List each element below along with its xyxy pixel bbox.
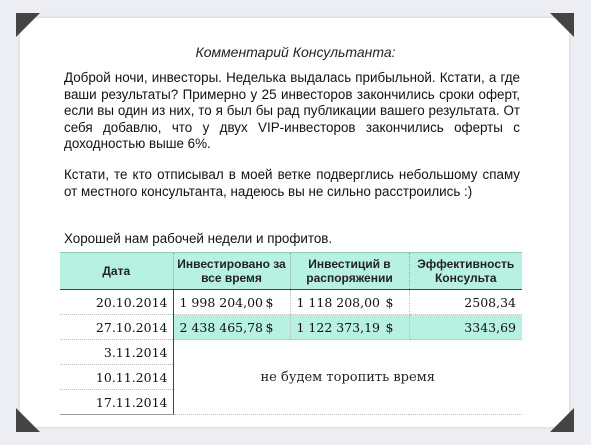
paragraph-3: Хорошей нам рабочей недели и профитов. [64, 231, 333, 246]
corner-br-icon [550, 408, 574, 432]
header-date: Дата [60, 253, 173, 290]
header-efficiency: Эффективность Консульта [409, 253, 522, 290]
table-header-row [60, 253, 522, 290]
comment-title: Комментарий Консультанта: [195, 44, 396, 60]
row-available [290, 315, 409, 340]
invested-currency: $ [265, 319, 274, 335]
row-available [290, 290, 409, 315]
row-date: 3.11.2014 [60, 340, 173, 365]
table-row [60, 315, 522, 340]
invested-currency: $ [265, 294, 274, 310]
header-available: Инвестиций в распоряжении [290, 253, 409, 290]
row-date: 20.10.2014 [60, 290, 173, 315]
available-amount: 1 122 373,19 [296, 319, 380, 335]
row-invested [173, 315, 290, 340]
row-date: 10.11.2014 [60, 365, 173, 390]
row-date: 27.10.2014 [60, 315, 173, 340]
available-currency: $ [385, 319, 394, 335]
paragraph-1: Доброй ночи, инвесторы. Неделька выдалась прибыльной. Кстати, а где ваши результаты? Примерно у 25 инвесторов закончились сроки оферт, если вы один из них, то я был бы рад публикации вашего результата. От себя добавлю, что у двух VIP-инвесторов закончились оферты с доходностью выше 6%. [64, 70, 520, 152]
corner-bl-icon [16, 408, 40, 432]
row-efficiency: 3343,69 [409, 315, 522, 340]
table-row [60, 340, 522, 365]
future-note: не будем торопить время [173, 340, 522, 415]
invested-amount: 2 438 465,78 [179, 319, 263, 335]
corner-tr-icon [550, 13, 574, 37]
available-amount: 1 118 208,00 [296, 294, 380, 310]
paragraph-2: Кстати, те кто отписывал в моей ветке подверглись небольшому спаму от местного консультанта, надеюсь вы не сильно расстроились :) [64, 167, 520, 199]
available-currency: $ [385, 294, 394, 310]
row-date: 17.11.2014 [60, 390, 173, 415]
header-invested: Инвестировано за все время [173, 253, 290, 290]
row-efficiency: 2508,34 [409, 290, 522, 315]
invested-amount: 1 998 204,00 [179, 294, 263, 310]
corner-tl-icon [16, 13, 40, 37]
table-row [60, 290, 522, 315]
row-invested [173, 290, 290, 315]
results-table [60, 252, 522, 415]
